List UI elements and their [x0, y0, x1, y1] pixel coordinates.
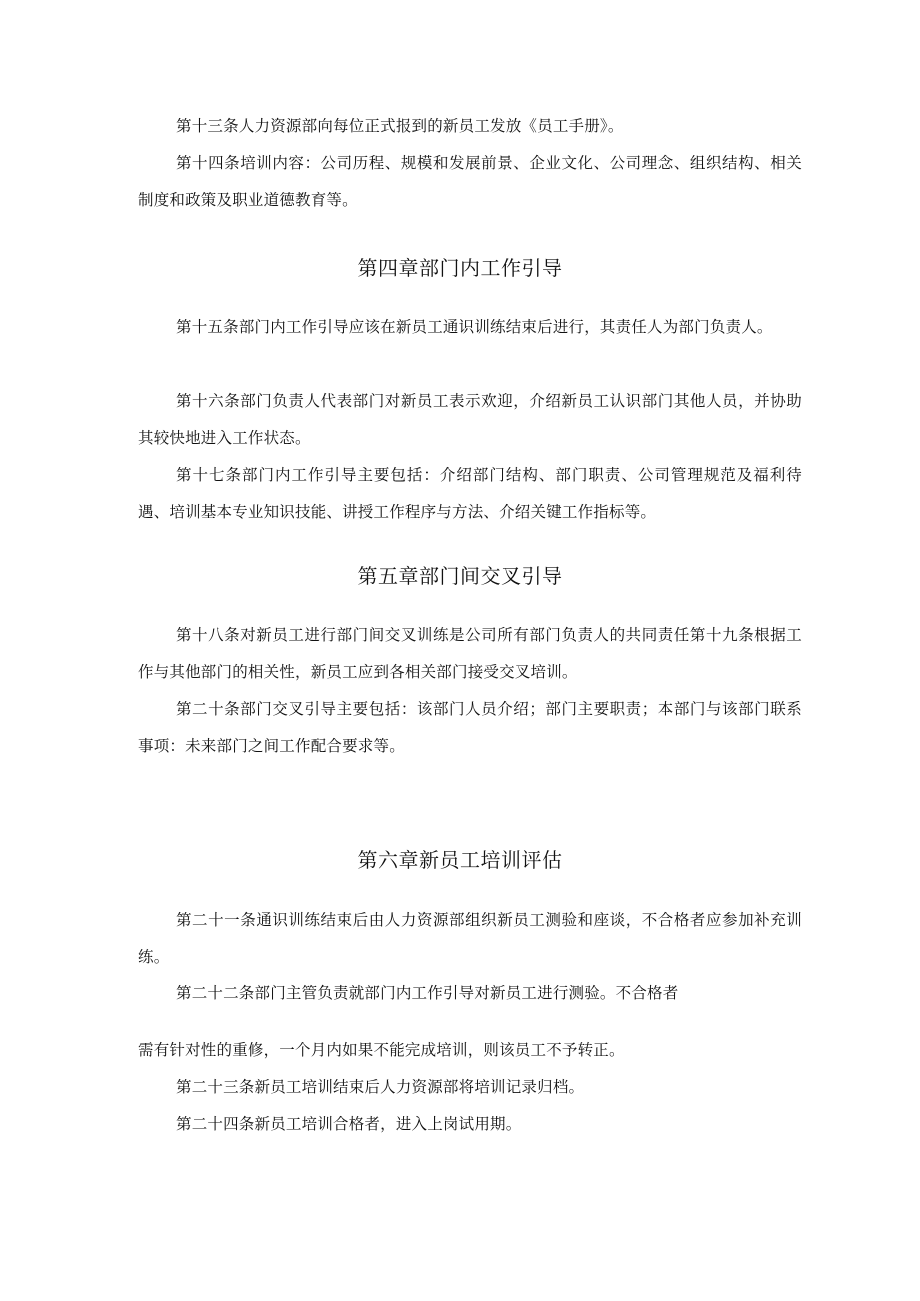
article-number: 第十四条	[176, 154, 241, 172]
article-24	[138, 1106, 802, 1143]
article-15	[138, 309, 802, 346]
article-text-19: 根据工作与其他部门的相关性，新员工应到各相关部门接受交叉培训。	[138, 626, 802, 681]
article-number: 第二十三条	[176, 1078, 255, 1096]
chapter-6-heading: 第六章新员工培训评估	[357, 848, 563, 872]
article-number: 第二十二条	[176, 984, 255, 1002]
article-text: 通识训练结束后由人力资源部组织新员工测验和座谈，不合格者应参加补充训练。	[138, 911, 802, 966]
article-22	[138, 975, 802, 1012]
article-text: 人力资源部向每位正式报到的新员工发放《员工手册》。	[238, 117, 624, 135]
article-17	[138, 457, 802, 531]
article-number: 第十七条	[176, 466, 242, 484]
article-text: 新员工培训合格者，进入上岗试用期。	[254, 1115, 522, 1133]
article-22-continued: 需有针对性的重修，一个月内如果不能完成培训，则该员工不予转正。	[138, 1041, 625, 1059]
article-text: 新员工培训结束后人力资源部将培训记录归档。	[254, 1078, 585, 1096]
article-number: 第二十条	[176, 700, 241, 718]
article-14	[138, 145, 802, 219]
article-text: 部门交叉引导主要包括：该部门人员介绍；部门主要职责；本部门与该部门联系事项：未来部门之间工作配合要求等。	[138, 700, 802, 755]
article-21	[138, 902, 802, 976]
article-number: 第十六条	[176, 392, 241, 410]
article-number: 第二十一条	[176, 911, 257, 929]
article-number-19: 第十九条	[689, 626, 755, 644]
article-text: 培训内容：公司历程、规模和发展前景、企业文化、公司理念、组织结构、相关制度和政策及职业道德教育等。	[138, 154, 802, 209]
article-text: 对新员工进行部门间交叉训练是公司所有部门负责人的共同责任	[240, 626, 690, 644]
article-23	[138, 1069, 802, 1106]
article-number: 第十八条	[176, 626, 241, 644]
article-number: 第二十四条	[176, 1115, 255, 1133]
article-number: 第十五条	[176, 318, 239, 336]
article-text: 部门内工作引导应该在新员工通识训练结束后进行，其责任人为部门负责人。	[238, 318, 773, 336]
article-20	[138, 691, 802, 765]
article-18-19	[138, 617, 802, 691]
chapter-5-heading: 第五章部门间交叉引导	[357, 564, 563, 588]
article-16	[138, 383, 802, 457]
article-text: 部门负责人代表部门对新员工表示欢迎，介绍新员工认识部门其他人员，并协助其较快地进入工作状态。	[138, 392, 802, 447]
article-text: 部门内工作引导主要包括：介绍部门结构、部门职责、公司管理规范及福利待遇、培训基本专业知识技能、讲授工作程序与方法、介绍关键工作指标等。	[138, 466, 802, 521]
chapter-4-heading: 第四章部门内工作引导	[357, 256, 563, 280]
article-13	[138, 108, 802, 145]
article-text: 部门主管负责就部门内工作引导对新员工进行测验。不合格者	[254, 984, 679, 1002]
article-number: 第十三条	[176, 117, 239, 135]
